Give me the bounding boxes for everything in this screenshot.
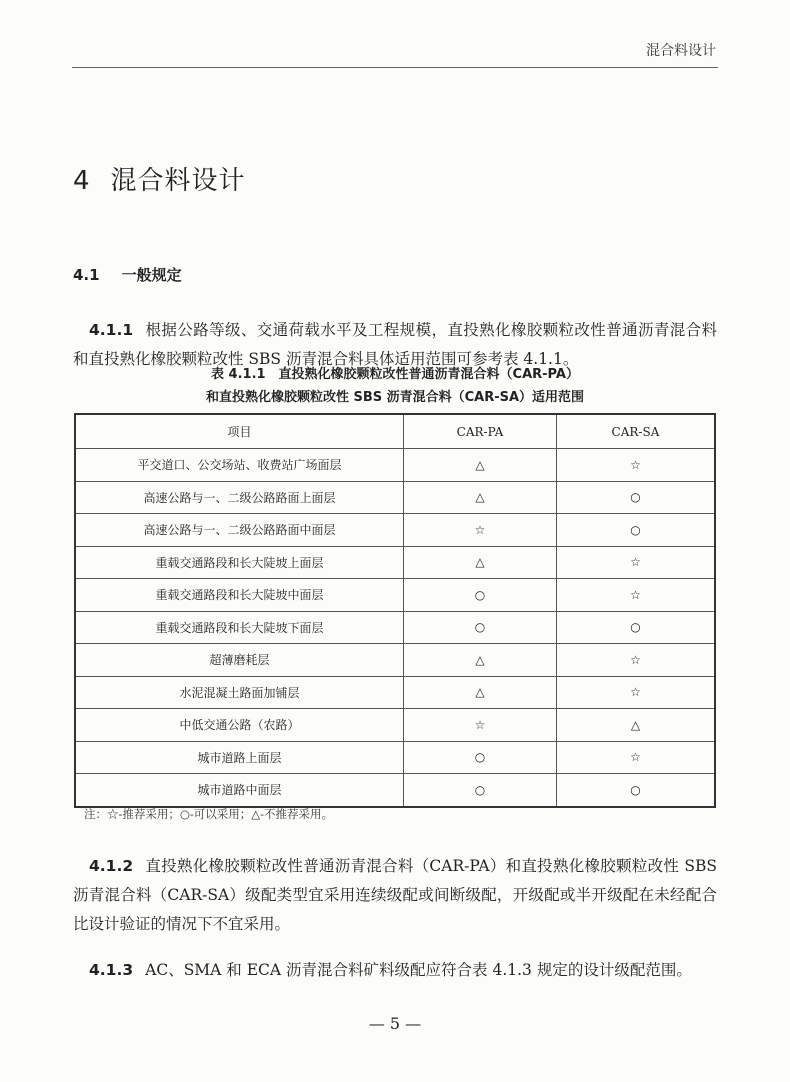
- cell-car-pa: △: [404, 676, 557, 709]
- cell-car-pa: ○: [404, 611, 557, 644]
- clause-number: 4.1.3: [89, 961, 134, 979]
- cell-item: 城市道路中面层: [75, 774, 404, 807]
- cell-car-pa: △: [404, 449, 557, 482]
- clause-4-1-2: [73, 852, 717, 939]
- table-row: [75, 676, 715, 709]
- clause-text: 根据公路等级、交通荷载水平及工程规模，直投熟化橡胶颗粒改性普通沥青混合料和直投熟化橡胶颗粒改性 SBS 沥青混合料具体适用范围可参考表 4.1.1。: [73, 321, 717, 368]
- table-row: [75, 644, 715, 677]
- table-note: 注：☆-推荐采用；○-可以采用；△-不推荐采用。: [84, 807, 334, 821]
- table-caption-line1: 表 4.1.1 直投熟化橡胶颗粒改性普通沥青混合料（CAR-PA）: [211, 367, 579, 382]
- cell-car-pa: ☆: [404, 514, 557, 547]
- cell-item: 水泥混凝土路面加铺层: [75, 676, 404, 709]
- cell-item: 中低交通公路（农路）: [75, 709, 404, 742]
- header-car-sa: CAR-SA: [556, 414, 715, 449]
- cell-car-sa: ☆: [556, 546, 715, 579]
- cell-item: 城市道路上面层: [75, 741, 404, 774]
- cell-car-sa: ○: [556, 774, 715, 807]
- cell-car-sa: ☆: [556, 449, 715, 482]
- cell-car-pa: ○: [404, 741, 557, 774]
- cell-car-sa: ☆: [556, 644, 715, 677]
- section-title-text: 一般规定: [121, 266, 182, 284]
- section-title: [73, 264, 182, 285]
- chapter-title-text: 混合料设计: [110, 166, 246, 196]
- header-rule: [72, 67, 718, 68]
- cell-item: 高速公路与一、二级公路路面中面层: [75, 514, 404, 547]
- cell-car-sa: △: [556, 709, 715, 742]
- cell-car-pa: △: [404, 644, 557, 677]
- cell-car-pa: ☆: [404, 709, 557, 742]
- clause-number: 4.1.1: [89, 321, 134, 339]
- chapter-title: [73, 160, 246, 197]
- header-car-pa: CAR-PA: [404, 414, 557, 449]
- cell-car-sa: ☆: [556, 676, 715, 709]
- cell-car-sa: ○: [556, 481, 715, 514]
- cell-car-sa: ☆: [556, 579, 715, 612]
- cell-car-pa: ○: [404, 774, 557, 807]
- clause-text: 直投熟化橡胶颗粒改性普通沥青混合料（CAR-PA）和直投熟化橡胶颗粒改性 SBS 沥青混合料（CAR-SA）级配类型宜采用连续级配或间断级配，开级配或半开级配在未经配合比设计验证的情况下不宜采用。: [73, 857, 717, 933]
- table-row: [75, 514, 715, 547]
- page-number: — 5 —: [368, 1014, 422, 1033]
- cell-item: 重载交通路段和长大陡坡上面层: [75, 546, 404, 579]
- cell-item: 平交道口、公交场站、收费站广场面层: [75, 449, 404, 482]
- cell-item: 高速公路与一、二级公路路面上面层: [75, 481, 404, 514]
- cell-car-sa: ○: [556, 514, 715, 547]
- table-row: [75, 481, 715, 514]
- clause-number: 4.1.2: [89, 857, 134, 875]
- table-row: [75, 611, 715, 644]
- applicability-table: [74, 413, 716, 808]
- table-row: [75, 774, 715, 807]
- section-number: 4.1: [73, 266, 100, 284]
- table-row: [75, 709, 715, 742]
- cell-item: 重载交通路段和长大陡坡中面层: [75, 579, 404, 612]
- cell-item: 超薄磨耗层: [75, 644, 404, 677]
- cell-car-pa: ○: [404, 579, 557, 612]
- table-row: [75, 449, 715, 482]
- cell-item: 重载交通路段和长大陡坡下面层: [75, 611, 404, 644]
- chapter-number: 4: [73, 166, 91, 196]
- clause-4-1-3: [73, 956, 717, 985]
- clause-text: AC、SMA 和 ECA 沥青混合料矿料级配应符合表 4.1.3 规定的设计级配范围。: [145, 961, 692, 979]
- cell-car-sa: ☆: [556, 741, 715, 774]
- cell-car-pa: △: [404, 481, 557, 514]
- header-item: 项目: [75, 414, 404, 449]
- running-header: 混合料设计: [646, 43, 716, 59]
- cell-car-pa: △: [404, 546, 557, 579]
- table-header-row: [75, 414, 715, 449]
- table-row: [75, 741, 715, 774]
- cell-car-sa: ○: [556, 611, 715, 644]
- table-row: [75, 579, 715, 612]
- table-caption-line2: 和直投熟化橡胶颗粒改性 SBS 沥青混合料（CAR-SA）适用范围: [205, 390, 585, 405]
- table-row: [75, 546, 715, 579]
